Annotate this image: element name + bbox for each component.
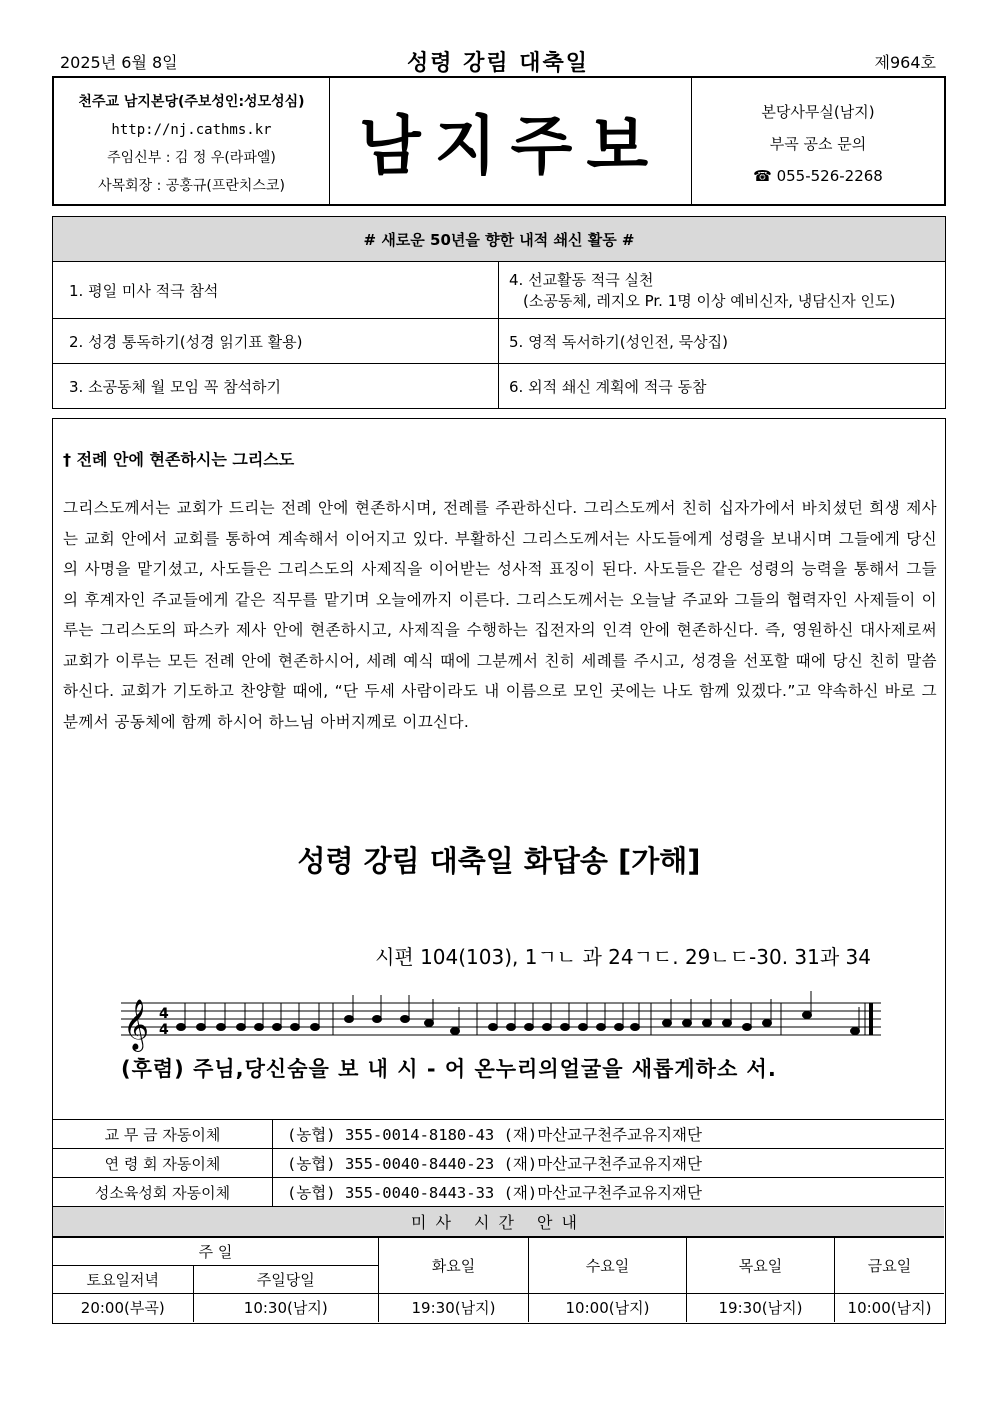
account-row (53, 1120, 944, 1149)
phone-line (692, 160, 944, 192)
feast-title: 성령 강림 대축일 (406, 51, 590, 76)
note-head (177, 1024, 186, 1031)
note-head (237, 1024, 246, 1031)
mass-times-title: 미사 시간 안내 (53, 1207, 944, 1237)
article-body: 그리스도께서는 교회가 드리는 전례 안에 현존하시며, 전례를 주관하신다. 그리스도께서 친히 십자가에서 바치셨던 희생 제사는 교회 안에서 교회를 통하여 계속해서 이어지고 있다. 부활하신 그리스도께서는 사도들에게 성령을 보내시며 그들에게 당신의 사명을 맡기셨고, 사도들은 그리스도의 사제직을 이어받는 성사적 표징이 된다. 사도들은 같은 성령의 능력을 통해서 그들의 후계자인 주교들에게 같은 직무를 맡기며 오늘에까지 이른다. 그리스도께서는 오늘날 주교와 그들의 협력자인 사제들이 이루는 그리스도의 파스카 제사 안에 현존하시고, 사제직을 수행하는 집전자의 인격 안에 현존하신다. 즉, 영원하신 대사제로써 교회가 이루는 모든 전례 안에 현존하시어, 세례 예식 때에 그분께서 친히 세례를 주시고, 성경을 선포할 때에 당신 친히 말씀하신다. 교회가 기도하고 찬양할 때에, “단 두세 사람이라도 내 이름으로 모인 곳에는 나도 함께 있겠다.”고 약속하신 바로 그분께서 공동체에 함께 하시어 하느님 아버지께로 이끄신다. (63, 499, 937, 731)
masthead (52, 76, 946, 206)
note-head (703, 1020, 712, 1027)
goal-item (499, 262, 945, 318)
day-header: 주일당일 (193, 1266, 378, 1294)
issue-number: 제964호 (874, 53, 936, 72)
note-head (507, 1024, 516, 1031)
note-head (273, 1024, 282, 1031)
note-head (723, 1020, 732, 1027)
bulletin-date: 2025년 6월 8일 (60, 53, 178, 72)
goals-row (53, 364, 945, 408)
contact-info (692, 78, 944, 204)
note-head (197, 1024, 206, 1031)
goals-row (53, 319, 945, 364)
parish-info (54, 78, 330, 204)
note-head (851, 1028, 860, 1035)
day-header: 목요일 (686, 1238, 834, 1294)
accounts-and-mass-section (53, 1119, 944, 1322)
note-head (683, 1020, 692, 1027)
office-label: 본당사무실(남지) (761, 103, 875, 121)
mass-time: 20:00(부곡) (53, 1294, 193, 1322)
note-head (763, 1020, 772, 1027)
svg-text:4: 4 (159, 1022, 169, 1038)
note-head (579, 1024, 588, 1031)
renewal-goals-table (52, 216, 946, 409)
mass-time: 10:30(남지) (193, 1294, 378, 1322)
svg-text:4: 4 (159, 1006, 169, 1022)
sunday-header: 주 일 (53, 1238, 378, 1266)
account-label: 연 령 회 자동이체 (53, 1149, 273, 1177)
mass-time: 19:30(남지) (686, 1294, 834, 1322)
goal-item: 3. 소공동체 월 모임 꼭 참석하기 (53, 364, 499, 408)
goal-item-detail: (소공동체, 레지오 Pr. 1명 이상 예비신자, 냉담신자 인도) (523, 292, 896, 310)
goals-title: # 새로운 50년을 향한 내적 쇄신 활동 # (53, 217, 945, 262)
day-header: 토요일저녁 (53, 1266, 193, 1294)
note-head (291, 1024, 300, 1031)
top-header-line (60, 46, 936, 76)
goal-item: 1. 평일 미사 적극 참석 (53, 262, 499, 318)
psalm-title: 성령 강림 대축일 화답송 [가해] (297, 844, 701, 878)
note-head (615, 1024, 624, 1031)
day-header: 금요일 (834, 1238, 944, 1294)
mass-time: 10:00(남지) (834, 1294, 944, 1322)
note-head (631, 1024, 640, 1031)
note-head (401, 1016, 410, 1023)
psalm-refrain: (후렴) 주님,당신숨을 보 내 시 - 어 온누리의얼굴을 새롭게하소 서. (121, 1057, 777, 1081)
note-head (543, 1024, 552, 1031)
account-number: (농협) 355-0040-8443-33 (재)마산교구천주교유지재단 (287, 1184, 702, 1202)
note-head (217, 1024, 226, 1031)
score-notes (177, 991, 860, 1035)
day-header: 화요일 (378, 1238, 528, 1294)
account-label: 교 무 금 자동이체 (53, 1120, 273, 1148)
bulletin-name: 남지주보 (358, 109, 663, 184)
note-head (373, 1016, 382, 1023)
goal-item: 6. 외적 쇄신 계획에 적극 동참 (509, 377, 707, 396)
note-head (255, 1024, 264, 1031)
note-head (345, 1016, 354, 1023)
article-title: † 전례 안에 현존하시는 그리스도 (63, 450, 295, 469)
psalm-reference: 시편 104(103), 1ㄱㄴ 과 24ㄱㄷ. 29ㄴㄷ-30. 31과 34 (375, 945, 871, 969)
bulletin-logo (330, 78, 692, 204)
main-content-box (52, 418, 946, 1324)
note-head (525, 1024, 534, 1031)
note-head (743, 1024, 752, 1031)
parish-url[interactable]: http://nj.cathms.kr (111, 122, 272, 138)
account-number: (농협) 355-0040-8440-23 (재)마산교구천주교유지재단 (287, 1155, 702, 1173)
note-head (425, 1020, 434, 1027)
treble-clef-icon: 𝄞 (123, 999, 150, 1050)
note-head (663, 1020, 672, 1027)
phone-number: 055-526-2268 (776, 167, 883, 185)
goal-item-title: 4. 선교활동 적극 실천 (509, 271, 654, 289)
council-head: 사목회장 : 공홍규(프란치스코) (98, 178, 285, 194)
goal-item: 2. 성경 통독하기(성경 읽기표 활용) (53, 319, 499, 363)
phone-icon: ☎ (753, 167, 772, 185)
note-head (489, 1024, 498, 1031)
note-head (803, 1012, 812, 1019)
mass-time: 19:30(남지) (378, 1294, 528, 1322)
note-head (311, 1024, 320, 1031)
mass-times-table (53, 1237, 944, 1322)
note-head (561, 1024, 570, 1031)
account-label: 성소육성회 자동이체 (53, 1178, 273, 1206)
day-header: 수요일 (528, 1238, 686, 1294)
parish-name: 천주교 남지본당(주보성인:성모성심) (78, 94, 305, 110)
mass-time: 10:00(남지) (528, 1294, 686, 1322)
account-row (53, 1149, 944, 1178)
goals-row (53, 262, 945, 319)
account-row (53, 1178, 944, 1207)
pastor-name: 주임신부 : 김 정 우(라파엘) (107, 150, 276, 166)
note-head (451, 1028, 460, 1035)
goal-item: 5. 영적 독서하기(성인전, 묵상집) (509, 332, 728, 351)
inquiry-label: 부곡 공소 문의 (769, 135, 867, 153)
note-head (597, 1024, 606, 1031)
account-number: (농협) 355-0014-8180-43 (재)마산교구천주교유지재단 (287, 1126, 702, 1144)
time-signature (159, 1006, 169, 1038)
